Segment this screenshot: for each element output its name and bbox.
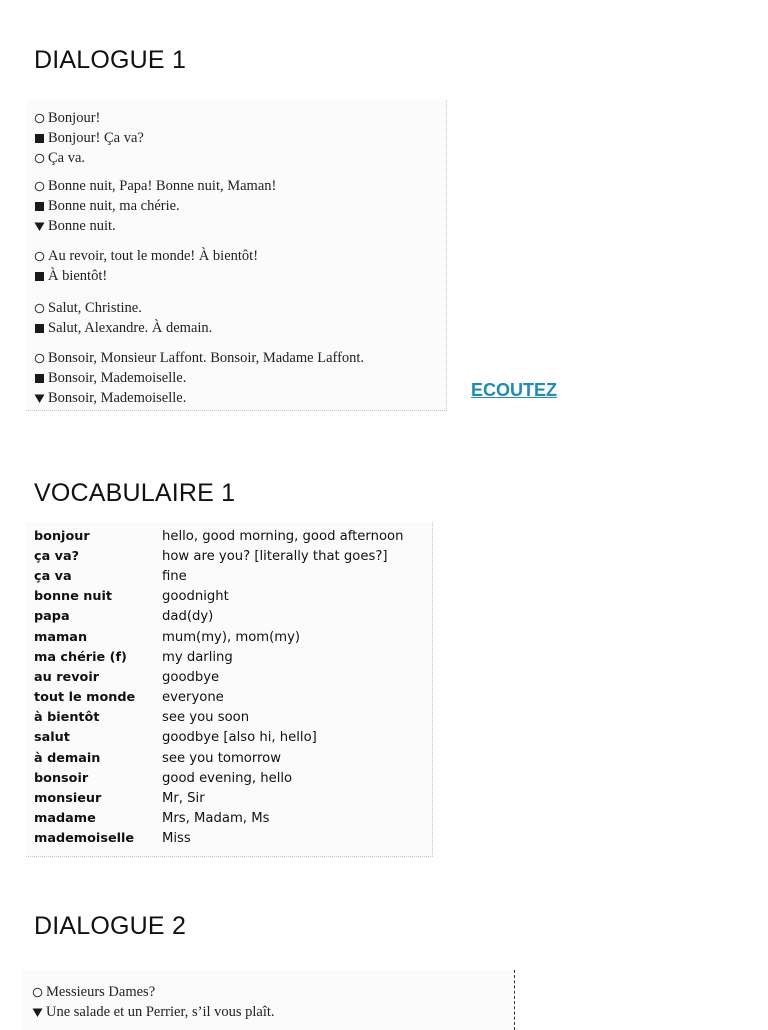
- dialogue-text: Bonne nuit, ma chérie.: [48, 197, 180, 214]
- speaker-marker: [30, 271, 48, 282]
- dialogue-exchange: [30, 246, 258, 286]
- speaker-marker: [28, 987, 46, 998]
- dialogue-exchange: [30, 108, 144, 168]
- dialogue-line: [30, 176, 276, 196]
- french-term: ma chérie (f): [34, 649, 127, 665]
- speaker-marker: [30, 323, 48, 334]
- english-meaning: Mr, Sir: [162, 791, 205, 807]
- speaker-marker: [30, 373, 48, 384]
- square-bullet-icon: [34, 201, 45, 212]
- triangle-bullet-icon: [34, 393, 45, 404]
- english-meaning: my darling: [162, 649, 233, 665]
- english-meaning: dad(dy): [162, 609, 214, 625]
- square-bullet-icon: [34, 323, 45, 334]
- vocab-row: [26, 587, 432, 607]
- french-term: monsieur: [34, 791, 102, 807]
- speaker-marker: [30, 221, 48, 232]
- circle-bullet-icon: [34, 113, 45, 124]
- speaker-marker: [28, 1007, 46, 1018]
- circle-bullet-icon: [32, 987, 43, 998]
- english-meaning: fine: [162, 568, 187, 584]
- speaker-marker: [30, 353, 48, 364]
- dialogue-line: [30, 388, 364, 408]
- dialogue-line: [30, 368, 364, 388]
- dialogue-line: [30, 216, 276, 236]
- triangle-bullet-icon: [32, 1007, 43, 1018]
- speaker-marker: [30, 113, 48, 124]
- square-bullet-icon: [34, 133, 45, 144]
- dialogue-exchange: [30, 298, 212, 338]
- dialogue-text: Une salade et un Perrier, s’il vous plaît.: [46, 1003, 275, 1020]
- dialogue-line: [30, 196, 276, 216]
- dialogue-exchange: [28, 982, 275, 1022]
- listen-link[interactable]: ECOUTEZ: [471, 380, 558, 400]
- square-bullet-icon: [34, 271, 45, 282]
- french-term: au revoir: [34, 669, 100, 685]
- english-meaning: mum(my), mom(my): [162, 629, 301, 645]
- vocab-row: [26, 647, 432, 667]
- circle-bullet-icon: [34, 353, 45, 364]
- english-meaning: goodbye: [162, 669, 220, 685]
- french-term: bonne nuit: [34, 589, 113, 605]
- dialogue-line: [30, 318, 212, 338]
- vocabulary-table: [26, 522, 433, 857]
- dialogue-text: Ça va.: [48, 149, 86, 166]
- dialogue-exchange: [30, 176, 276, 236]
- vocab-row: [26, 788, 432, 808]
- speaker-marker: [30, 393, 48, 404]
- english-meaning: everyone: [162, 690, 224, 706]
- speaker-marker: [30, 181, 48, 192]
- dialogue-text: Bonjour! Ça va?: [48, 129, 144, 146]
- circle-bullet-icon: [34, 181, 45, 192]
- dialogue-text: Salut, Christine.: [48, 299, 142, 316]
- french-term: ça va: [34, 568, 72, 584]
- dialogue-text: Salut, Alexandre. À demain.: [48, 319, 213, 336]
- french-term: mademoiselle: [34, 831, 135, 847]
- speaker-marker: [30, 251, 48, 262]
- vocabulary-1-heading: VOCABULAIRE 1: [34, 479, 236, 507]
- english-meaning: goodnight: [162, 589, 229, 605]
- dialogue-1-scan: [26, 100, 447, 411]
- vocab-row: [26, 829, 432, 849]
- dialogue-text: Messieurs Dames?: [46, 983, 156, 1000]
- vocab-row: [26, 768, 432, 788]
- french-term: bonsoir: [34, 770, 89, 786]
- vocab-row: [26, 667, 432, 687]
- french-term: ça va?: [34, 548, 80, 564]
- dialogue-2-heading: DIALOGUE 2: [34, 912, 187, 940]
- english-meaning: how are you? [literally that goes?]: [162, 548, 388, 564]
- speaker-marker: [30, 153, 48, 164]
- dialogue-text: Bonsoir, Monsieur Laffont. Bonsoir, Madame Laffont.: [48, 349, 365, 366]
- vocab-row: [26, 728, 432, 748]
- vocab-row: [26, 627, 432, 647]
- dialogue-text: Bonne nuit, Papa! Bonne nuit, Maman!: [48, 177, 277, 194]
- dialogue-text: Bonsoir, Mademoiselle.: [48, 369, 187, 386]
- vocab-row: [26, 748, 432, 768]
- dialogue-text: Bonjour!: [48, 109, 101, 126]
- vocab-row: [26, 708, 432, 728]
- speaker-marker: [30, 133, 48, 144]
- english-meaning: hello, good morning, good afternoon: [162, 528, 404, 544]
- dialogue-line: [30, 128, 144, 148]
- french-term: papa: [34, 609, 70, 625]
- english-meaning: Miss: [162, 831, 191, 847]
- speaker-marker: [30, 303, 48, 314]
- dialogue-text: À bientôt!: [48, 267, 108, 284]
- english-meaning: good evening, hello: [162, 770, 293, 786]
- triangle-bullet-icon: [34, 221, 45, 232]
- dialogue-line: [28, 982, 275, 1002]
- english-meaning: goodbye [also hi, hello]: [162, 730, 317, 746]
- french-term: à bientôt: [34, 710, 100, 726]
- french-term: salut: [34, 730, 70, 746]
- dialogue-text: Bonne nuit.: [48, 217, 116, 234]
- dialogue-text: Au revoir, tout le monde! À bientôt!: [48, 247, 259, 264]
- circle-bullet-icon: [34, 251, 45, 262]
- french-term: à demain: [34, 750, 101, 766]
- dialogue-exchange: [30, 348, 364, 408]
- vocab-row: [26, 809, 432, 829]
- speaker-marker: [30, 201, 48, 212]
- dialogue-line: [30, 246, 258, 266]
- french-term: maman: [34, 629, 88, 645]
- vocab-row: [26, 607, 432, 627]
- vocab-row: [26, 546, 432, 566]
- dialogue-line: [30, 298, 212, 318]
- dialogue-line: [30, 348, 364, 368]
- vocab-row: [26, 566, 432, 586]
- english-meaning: see you tomorrow: [162, 750, 282, 766]
- square-bullet-icon: [34, 373, 45, 384]
- english-meaning: Mrs, Madam, Ms: [162, 811, 270, 827]
- vocab-row: [26, 526, 432, 546]
- circle-bullet-icon: [34, 153, 45, 164]
- dialogue-1-heading: DIALOGUE 1: [34, 46, 187, 74]
- english-meaning: see you soon: [162, 710, 250, 726]
- dialogue-2-scan: [22, 970, 515, 1030]
- dialogue-text: Bonsoir, Mademoiselle.: [48, 389, 187, 406]
- vocab-row: [26, 688, 432, 708]
- dialogue-line: [30, 266, 258, 286]
- french-term: bonjour: [34, 528, 90, 544]
- french-term: tout le monde: [34, 690, 136, 706]
- dialogue-line: [30, 108, 144, 128]
- circle-bullet-icon: [34, 303, 45, 314]
- dialogue-line: [28, 1002, 275, 1022]
- french-term: madame: [34, 811, 96, 827]
- dialogue-line: [30, 148, 144, 168]
